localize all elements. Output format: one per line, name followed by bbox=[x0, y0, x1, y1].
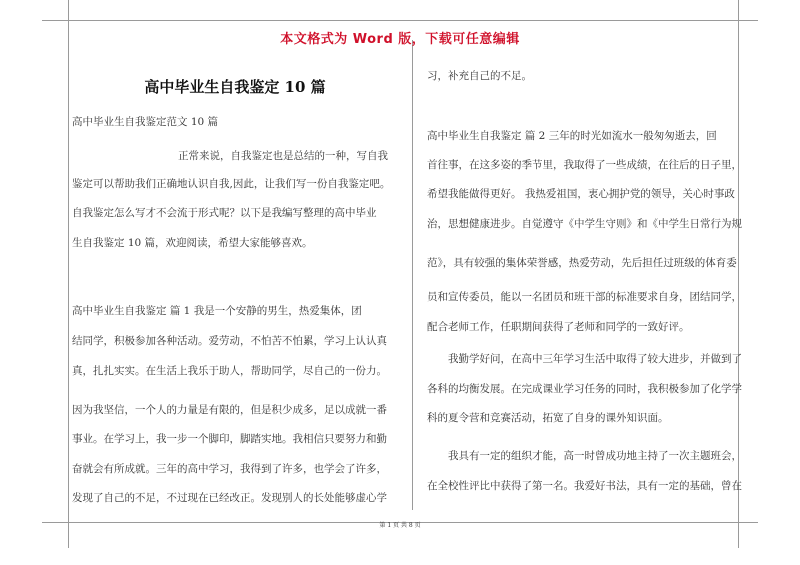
right-line: 习，补充自己的不足。 bbox=[427, 70, 532, 82]
right-line: 我具有一定的组织才能，高一时曾成功地主持了一次主题班会， bbox=[448, 450, 742, 462]
column-divider bbox=[412, 40, 413, 510]
left-line: 高中毕业生自我鉴定范文 10 篇 bbox=[72, 116, 219, 128]
left-line: 奋就会有所成就。三年的高中学习，我得到了许多，也学会了许多， bbox=[72, 463, 387, 475]
page-footer: 第 1 页 共 8 页 bbox=[379, 522, 421, 529]
format-banner: 本文格式为 Word 版，下载可任意编辑 bbox=[280, 32, 520, 47]
frame-left-line bbox=[68, 0, 69, 548]
left-line: 鉴定可以帮助我们正确地认识自我,因此，让我们写一份自我鉴定吧。 bbox=[72, 178, 391, 190]
frame-right-line bbox=[738, 0, 739, 548]
right-line: 科的夏令营和竞赛活动，拓宽了自身的课外知识面。 bbox=[427, 412, 669, 424]
right-line: 高中毕业生自我鉴定 篇 2 三年的时光如流水一般匆匆逝去，回 bbox=[427, 130, 717, 142]
right-line: 我勤学好问，在高中三年学习生活中取得了较大进步，并做到了 bbox=[448, 353, 742, 365]
frame-top-line bbox=[42, 20, 758, 21]
right-line: 配合老师工作，任职期间获得了老师和同学的一致好评。 bbox=[427, 321, 690, 333]
document-title: 高中毕业生自我鉴定 10 篇 bbox=[144, 78, 326, 96]
left-line: 自我鉴定怎么写才不会流于形式呢？以下是我编写整理的高中毕业 bbox=[72, 207, 377, 219]
right-line: 希望我能做得更好。 我热爱祖国，衷心拥护党的领导，关心时事政 bbox=[427, 188, 735, 200]
left-line: 因为我坚信，一个人的力量是有限的，但是积少成多，足以成就一番 bbox=[72, 404, 387, 416]
right-line: 在全校性评比中获得了第一名。我爱好书法，具有一定的基础，曾在 bbox=[427, 480, 742, 492]
right-line: 首往事，在这多姿的季节里，我取得了一些成绩，在往后的日子里， bbox=[427, 159, 742, 171]
left-line: 生自我鉴定 10 篇，欢迎阅读，希望大家能够喜欢。 bbox=[72, 237, 313, 249]
left-line: 真，扎扎实实。在生活上我乐于助人，帮助同学，尽自己的一份力。 bbox=[72, 365, 387, 377]
left-line: 高中毕业生自我鉴定 篇 1 我是一个安静的男生，热爱集体，团 bbox=[72, 305, 362, 317]
left-line: 正常来说，自我鉴定也是总结的一种，写自我 bbox=[178, 150, 388, 162]
right-line: 各科的均衡发展。在完成课业学习任务的同时，我积极参加了化学学 bbox=[427, 383, 742, 395]
right-line: 范》，具有较强的集体荣誉感，热爱劳动，先后担任过班级的体育委 bbox=[427, 257, 737, 269]
right-line: 治，思想健康进步。自觉遵守《中学生守则》和《中学生日常行为规 bbox=[427, 218, 742, 230]
left-line: 结同学，积极参加各种活动。爱劳动，不怕苦不怕累，学习上认认真 bbox=[72, 335, 387, 347]
left-line: 事业。在学习上，我一步一个脚印，脚踏实地。我相信只要努力和勤 bbox=[72, 433, 387, 445]
right-line: 员和宣传委员，能以一名团员和班干部的标准要求自身，团结同学， bbox=[427, 291, 742, 303]
left-line: 发现了自己的不足，不过现在已经改正。发现别人的长处能够虚心学 bbox=[72, 492, 387, 504]
